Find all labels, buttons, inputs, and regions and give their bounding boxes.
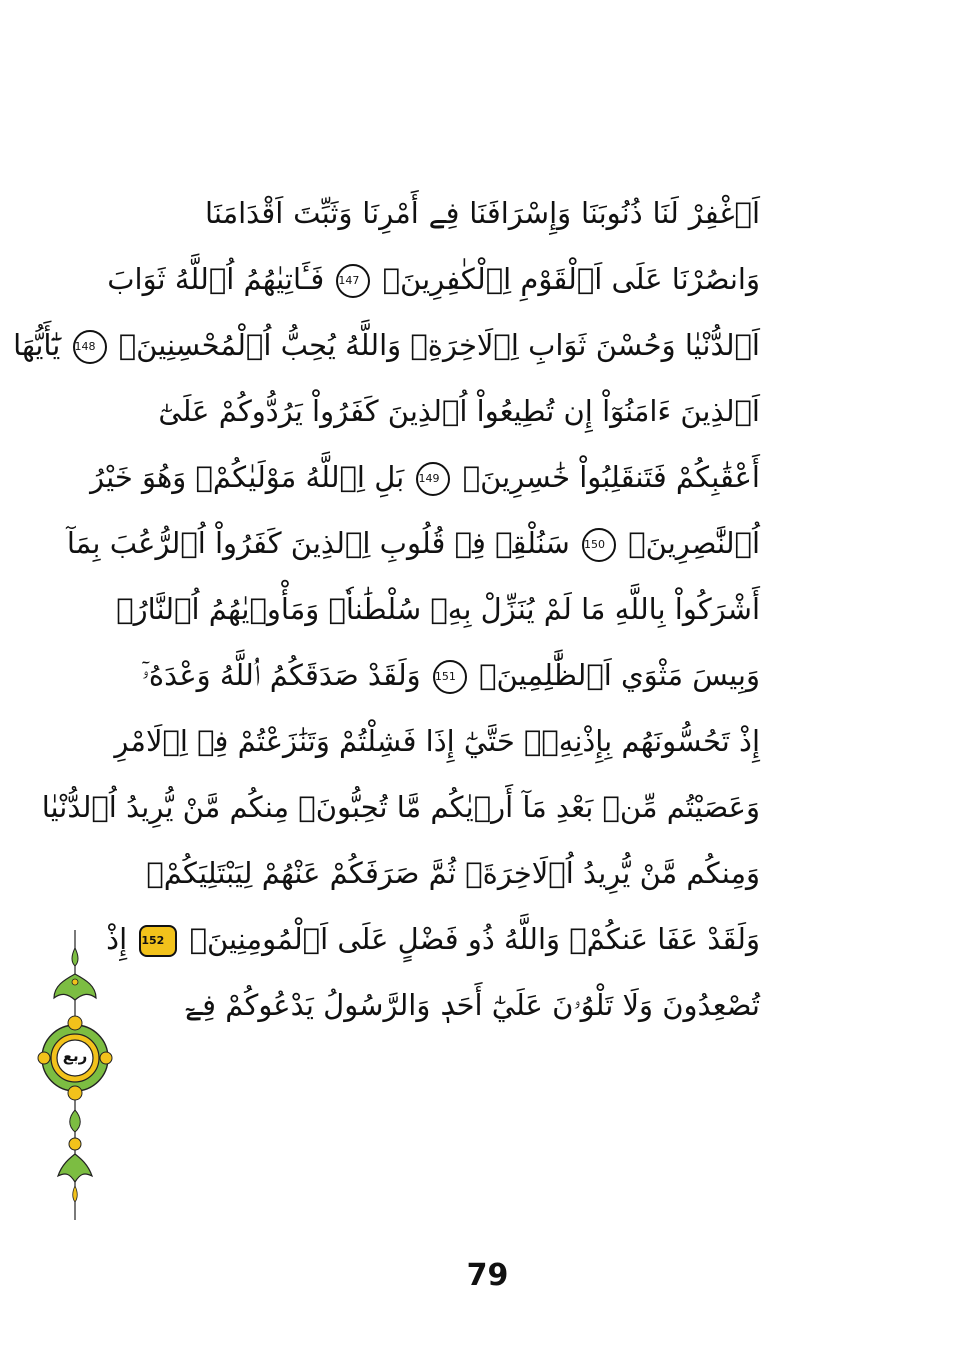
ayah-number-marker: 149 [416, 462, 450, 496]
text-line [158, 380, 760, 442]
verse-text: إِذْ [106, 922, 128, 956]
text-line [205, 182, 760, 244]
ayah-number-marker: 152 [139, 925, 177, 957]
text-line [114, 710, 760, 772]
ayah-number-marker: 148 [73, 330, 107, 364]
verse-text: وَانصُرْنَا عَلَى اَ۬لْقَوْمِ اِ۬لْكٰفِرِينَۖ [382, 262, 760, 296]
text-line [66, 512, 760, 574]
text-line [107, 248, 760, 310]
verse-text: فَـَٔاتِيٰهُمُ اُ۬للَّهُ ثَوَابَ [107, 262, 325, 296]
verse-text: يَٰٓأَيُّهَا [13, 328, 61, 362]
verse-text: وَبِيسَ مَثْوَي اَ۬لظَّٰلِمِينَۖ [479, 658, 760, 692]
verse-text: وَلَقَدْ صَدَقَكُمُ اُ۬للَّهُ وَعْدَهُۥٓ [141, 658, 421, 692]
text-line [106, 908, 760, 970]
verse-text: إِذْ تَحُسُّونَهُم بِإِذْنِهِۦۖ حَتَّيٰٓ إِذَا فَشِلْتُمْ وَتَنَٰزَعْتُمْ فِے اِ۬لَامْرِ [114, 724, 760, 758]
ayah-number-marker: 151 [433, 660, 467, 694]
page-number: 79 [466, 1258, 509, 1293]
verse-text: اُ۬لنَّٰصِرِينَۖ [628, 526, 760, 560]
verse-text: أَشْرَكُواْ بِاللَّهِ مَا لَمْ يُنَزِّلْ بِهِۦ سُلْطَٰناٗۖ وَمَأْو۪يٰهُمُ اُ۬لنَّارُۖ [116, 592, 760, 626]
ayah-number-marker: 150 [582, 528, 616, 562]
text-line [13, 314, 760, 376]
verse-text: تُصْعِدُونَ وَلَا تَلْوُۥنَ عَلَيٰٓ أَحَدٖ وَالرَّسُولُ يَدْعُوكُمْ فِےٓ [185, 988, 760, 1022]
verse-text: وَعَصَيْتُم مِّنۢ بَعْدِ مَآ أَر۪يٰكُم مَّا تُحِبُّونَۖ مِنكُم مَّنْ يُّرِيدُ اُ۬لدُّنْيٰا [41, 790, 760, 824]
text-line [146, 842, 760, 904]
verse-text: وَمِنكُم مَّنْ يُّرِيدُ اُ۬لَاخِرَةَۖ ثُمَّ صَرَفَكُمْ عَنْهُمْ لِيَبْتَلِيَكُمْۖ [146, 856, 760, 890]
text-line [116, 578, 760, 640]
text-line [141, 644, 760, 706]
verse-text: اَ۬لذِينَ ءَامَنُوٓاْ إِن تُطِيعُواْ اُ۬لذِينَ كَفَرُواْ يَرُدُّوكُمْ عَلَىٰٓ [158, 394, 760, 428]
rub-margin-ornament [40, 930, 110, 1220]
rub-label: ربع [62, 1047, 88, 1065]
ayah-number-marker: 147 [336, 264, 370, 298]
verse-text: وَلَقَدْ عَفَا عَنكُمْۖ وَاللَّهُ ذُو فَضْلٍ عَلَى اَ۬لْمُومِنِينَۖ [189, 922, 760, 956]
verse-text: أَعْقَٰبِكُمْ فَتَنقَلِبُواْ خَٰسِرِينَۖ [462, 460, 760, 494]
text-line [185, 974, 760, 1036]
text-line [90, 446, 760, 508]
verse-text: سَنُلْقِے فِے قُلُوبِ اِ۬لذِينَ كَفَرُواْ اُ۬لرُّعُبَ بِمَآ [66, 526, 570, 560]
text-line [41, 776, 760, 838]
verse-text: اَ۬غْفِرْ لَنَا ذُنُوبَنَا وَإِسْرَافَنَا فِے أَمْرِنَا وَثَبِّتَ اَقْدَامَنَا [205, 196, 760, 230]
verse-text: اَ۬لدُّنْيٰا وَحُسْنَ ثَوَابِ اِ۬لَاخِرَةِۖ وَاللَّهُ يُحِبُّ اُ۬لْمُحْسِنِينَۖ [118, 328, 760, 362]
verse-text: بَلِ اِ۬للَّهُ مَوْلَيٰكُمْۖ وَهُوَ خَيْرُ [90, 460, 405, 494]
rub-ornament-icon [40, 930, 110, 1220]
